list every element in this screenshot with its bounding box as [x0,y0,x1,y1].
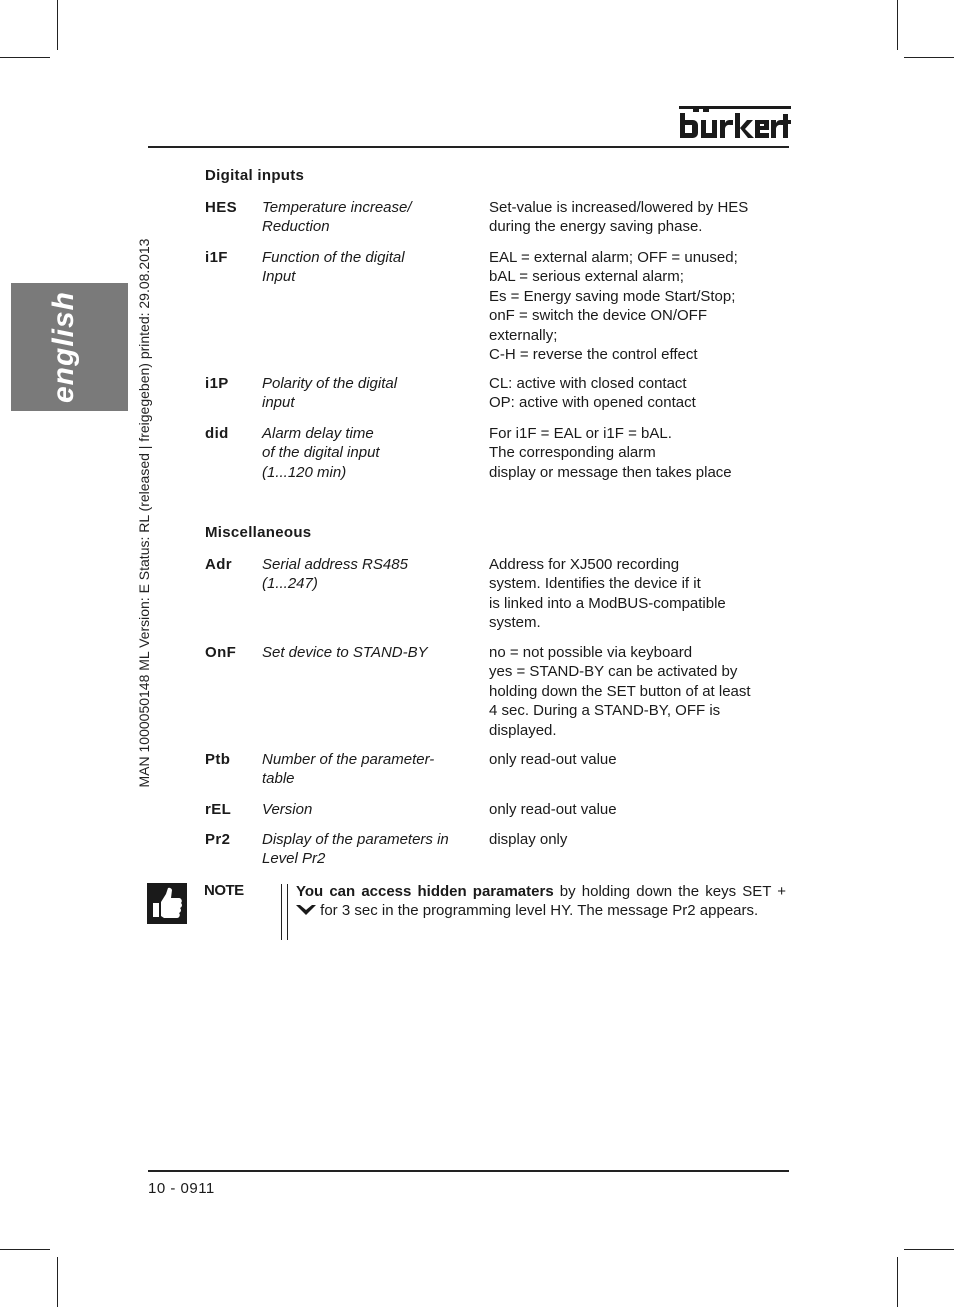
text-line: Level Pr2 [262,850,326,868]
text-line: (1...247) [262,575,318,593]
parameter-name [262,424,477,482]
parameter-description [489,800,789,819]
parameter-name [262,555,477,594]
text-line: of the digital input [262,444,380,462]
parameter-description [489,830,789,849]
note-label: NOTE [204,882,244,899]
parameter-name [262,248,477,287]
text-line: Alarm delay time [262,425,374,442]
crop-mark [57,0,58,50]
text-line: onF = switch the device ON/OFF [489,307,707,325]
document-status-text: MAN 1000050148 ML Version: E Status: RL (released | freigegeben) printed: 29.08.2013 [136,238,152,788]
page-number: 10 - 0911 [148,1180,215,1197]
parameter-description [489,424,789,482]
note-text [296,882,786,921]
text-line: CL: active with closed contact [489,375,687,392]
text-line: Temperature increase/ [262,199,412,216]
text-line: Serial address RS485 [262,556,408,573]
parameter-name [262,800,477,819]
crop-mark [897,0,898,50]
text-line: Display of the parameters in [262,831,449,848]
text-line: holding down the SET button of at least [489,682,751,700]
text-line: For i1F = EAL or i1F = bAL. [489,425,672,442]
text-line: during the energy saving phase. [489,218,703,236]
text-line: externally; [489,326,558,344]
parameter-code: i1F [205,249,228,266]
section-heading-digital-inputs: Digital inputs [205,167,305,184]
note-divider [287,884,288,940]
parameter-name [262,198,477,237]
parameter-code: i1P [205,375,229,392]
text-line: Set-value is increased/lowered by HES [489,199,749,216]
text-line: only read-out value [489,751,617,768]
parameter-description [489,750,789,769]
crop-mark [0,1249,50,1250]
crop-mark [57,1257,58,1307]
text-line: yes = STAND-BY can be activated by [489,663,738,681]
note-divider [281,884,282,940]
text-line: The corresponding alarm [489,444,656,462]
text-line: Es = Energy saving mode Start/Stop; [489,287,736,305]
parameter-name [262,750,477,789]
text-line: system. Identifies the device if it [489,575,701,593]
crop-mark [904,1249,954,1250]
footer-rule [148,1170,789,1172]
crop-mark [904,57,954,58]
thumbs-up-icon [147,883,187,924]
parameter-name [262,830,477,869]
text-line: Polarity of the digital [262,375,398,392]
parameter-code: Pr2 [205,831,231,848]
text-line: 4 sec. During a STAND-BY, OFF is [489,702,721,720]
burkert-logo [679,106,791,140]
text-line: EAL = external alarm; OFF = unused; [489,249,738,266]
parameter-code: HES [205,199,238,216]
section-heading-miscellaneous: Miscellaneous [205,524,312,541]
parameter-code: did [205,425,229,442]
parameter-description [489,198,789,237]
parameter-description [489,643,789,740]
text-line: Input [262,268,296,286]
text-line: table [262,770,295,788]
note-text-part: by holding down the keys SET + [553,883,786,900]
parameter-code: Adr [205,556,233,573]
text-line: Number of the parameter- [262,751,435,768]
text-line: Version [262,801,313,818]
text-line: system. [489,614,541,632]
text-line: displayed. [489,721,557,739]
parameter-name [262,374,477,413]
parameter-description [489,374,789,413]
text-line: Reduction [262,218,330,236]
text-line: (1...120 min) [262,463,347,481]
text-line: display only [489,831,568,848]
text-line: OP: active with opened contact [489,394,696,412]
header-rule [148,146,789,148]
parameter-code: rEL [205,801,232,818]
language-tab-label: english [47,290,80,404]
note-text-part: for 3 sec in the programming level HY. The message Pr2 appears. [316,902,759,920]
text-line: input [262,394,295,412]
crop-mark [897,1257,898,1307]
crop-mark [0,57,50,58]
text-line: only read-out value [489,801,617,818]
text-line: bAL = serious external alarm; [489,268,684,286]
text-line: Function of the digital [262,249,405,266]
text-line: display or message then takes place [489,463,732,481]
parameter-description [489,248,789,364]
text-line: Set device to STAND-BY [262,644,428,661]
parameter-description [489,555,789,633]
text-line: no = not possible via keyboard [489,644,693,661]
text-line: Address for XJ500 recording [489,556,680,573]
parameter-code: OnF [205,644,237,661]
parameter-name [262,643,477,662]
note-bold-text: You can access hidden paramaters [296,883,554,900]
chevron-down-icon [296,904,316,916]
text-line: is linked into a ModBUS-compatible [489,594,726,612]
parameter-code: Ptb [205,751,231,768]
text-line: C-H = reverse the control effect [489,346,698,364]
